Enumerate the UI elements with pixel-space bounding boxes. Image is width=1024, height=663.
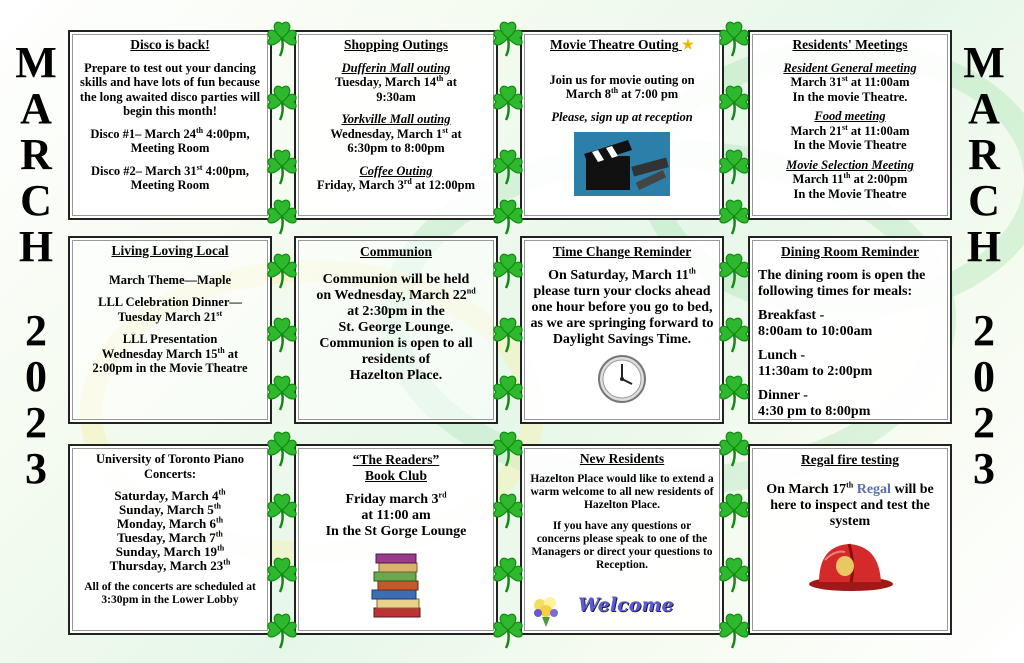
shamrock-icon [488, 314, 528, 354]
communion-card [294, 236, 498, 424]
regal-text: On March 17th Regal will be here to inspect and test the system [766, 480, 934, 529]
dining-intro: The dining room is open the following times for meals: [758, 268, 926, 299]
shamrock-icon [262, 196, 302, 236]
shamrock-icon [262, 610, 302, 650]
readers-card [294, 444, 498, 635]
disco-1: Disco #1– March 24th 4:00pm, Meeting Room [90, 125, 250, 155]
shamrock-icon [262, 428, 302, 468]
shamrock-icon [488, 490, 528, 530]
star-icon: ★ [681, 37, 694, 52]
shamrock-icon [488, 554, 528, 594]
fire-helmet-icon [805, 538, 895, 594]
regal-card [748, 444, 952, 635]
lll-title: Living Loving Local [111, 243, 229, 258]
shamrock-icon [488, 610, 528, 650]
welcome-text: Welcome [578, 594, 674, 616]
left-month-year [14, 40, 58, 492]
readers-text: Friday march 3rd at 11:00 am In the St Gorge Lounge [325, 490, 467, 539]
shamrock-icon [488, 196, 528, 236]
month-letters: M A R C H [15, 38, 57, 271]
shamrock-icon [714, 196, 754, 236]
shamrock-icon [488, 18, 528, 58]
dining-dinner: Dinner - 4:30 pm to 8:00pm [758, 388, 871, 419]
meeting-3: Movie Selection Meeting March 11th at 2:00pm In the Movie Theatre [786, 157, 914, 201]
new-residents-welcome: Hazelton Place would like to extend a warm welcome to all new residents of Hazelton Place. [530, 473, 714, 511]
meeting-1: Resident General meeting March 31st at 11:00am In the movie Theatre. [783, 60, 917, 104]
clock-icon [597, 354, 647, 404]
piano-card [68, 444, 272, 635]
shamrock-icon [262, 250, 302, 290]
shamrock-icon [714, 490, 754, 530]
lll-presentation: LLL Presentation Wednesday March 15th at 2:00pm in the Movie Theatre [92, 332, 248, 375]
piano-title: University of Toronto Piano Concerts: [95, 452, 245, 481]
shamrock-icon [262, 554, 302, 594]
dining-title: Dining Room Reminder [781, 244, 919, 259]
shamrock-icon [488, 146, 528, 186]
flower-bouquet-icon [528, 593, 564, 627]
timechange-text: On Saturday, March 11th please turn your clocks ahead one hour before you go to bed, as we are springing forward to Daylight Savings Time. [530, 266, 714, 347]
right-month-year [962, 40, 1006, 492]
timechange-card [520, 236, 724, 424]
disco-title: Disco is back! [130, 37, 210, 52]
shopping-outing-2: Yorkville Mall outing Wednesday, March 1st at 6:30pm to 8:00pm [330, 112, 462, 155]
movie-text: Join us for movie outing on March 8th at 7:00 pm [549, 72, 695, 101]
regal-title: Regal fire testing [801, 452, 899, 467]
shamrock-icon [488, 372, 528, 412]
new-residents-questions: If you have any questions or concerns please speak to one of the Managers or direct your questions to Reception. [531, 520, 713, 571]
dining-breakfast: Breakfast - 8:00am to 10:00am [758, 308, 873, 339]
new-residents-title: New Residents [579, 451, 665, 466]
shamrock-icon [714, 372, 754, 412]
lll-card [68, 236, 272, 424]
shamrock-icon [714, 554, 754, 594]
shamrock-icon [488, 428, 528, 468]
dining-lunch: Lunch - 11:30am to 2:00pm [758, 348, 873, 379]
shamrock-icon [262, 18, 302, 58]
shamrock-icon [714, 82, 754, 122]
welcome-row [528, 593, 718, 627]
new-residents-card [520, 444, 724, 635]
communion-title: Communion [359, 244, 432, 259]
lll-theme: March Theme—Maple [108, 272, 232, 287]
shamrock-icon [262, 314, 302, 354]
shopping-outing-3: Coffee Outing Friday, March 3rd at 12:00pm [316, 163, 476, 192]
shamrock-icon [262, 146, 302, 186]
shamrock-icon [714, 18, 754, 58]
meeting-2: Food meeting March 21st at 11:00am In the Movie Theatre [790, 109, 910, 152]
disco-2: Disco #2– March 31st 4:00pm, Meeting Room [91, 162, 249, 192]
shopping-title: Shopping Outings [344, 37, 448, 52]
residents-card [748, 30, 952, 220]
piano-footer: All of the concerts are scheduled at 3:30pm in the Lower Lobby [84, 581, 256, 606]
shopping-outing-1: Dufferin Mall outing Tuesday, March 14th at 9:30am [335, 60, 457, 104]
readers-title: “The Readers” Book Club [352, 452, 440, 483]
shamrock-icon [714, 314, 754, 354]
shamrock-icon [714, 146, 754, 186]
shamrock-icon [488, 82, 528, 122]
shamrock-icon [262, 372, 302, 412]
communion-text: Communion will be held on Wednesday, March 22nd at 2:30pm in the St. George Lounge. Communion is open to all residents of Hazelton Place. [316, 272, 476, 383]
shamrock-icon [714, 428, 754, 468]
year-digits: 2 0 2 3 [25, 306, 47, 493]
movie-card [520, 30, 724, 220]
residents-title: Residents' Meetings [792, 37, 908, 52]
movie-note: Please, sign up at reception [551, 109, 693, 124]
shamrock-icon [262, 490, 302, 530]
dining-card [748, 236, 952, 424]
disco-card [68, 30, 272, 220]
book-stack-icon [368, 548, 424, 620]
year-digits: 2 0 2 3 [973, 306, 995, 493]
month-letters: M A R C H [963, 38, 1005, 271]
disco-intro: Prepare to test out your dancing skills and have lots of fun because the long awaited disco parties will begin this month! [79, 60, 261, 118]
timechange-title: Time Change Reminder [552, 244, 692, 259]
shamrock-icon [262, 82, 302, 122]
shopping-card [294, 30, 498, 220]
lll-dinner: LLL Celebration Dinner— Tuesday March 21st [98, 295, 242, 324]
shamrock-icon [714, 610, 754, 650]
shamrock-icon [714, 250, 754, 290]
movie-title: Movie Theatre Outing ★ [550, 37, 694, 52]
piano-dates: Saturday, March 4th Sunday, March 5th Monday, March 6th Tuesday, March 7th Sunday, March 19th Thursday, March 23th [109, 487, 231, 573]
shamrock-icon [488, 250, 528, 290]
clapperboard-icon [574, 132, 670, 196]
